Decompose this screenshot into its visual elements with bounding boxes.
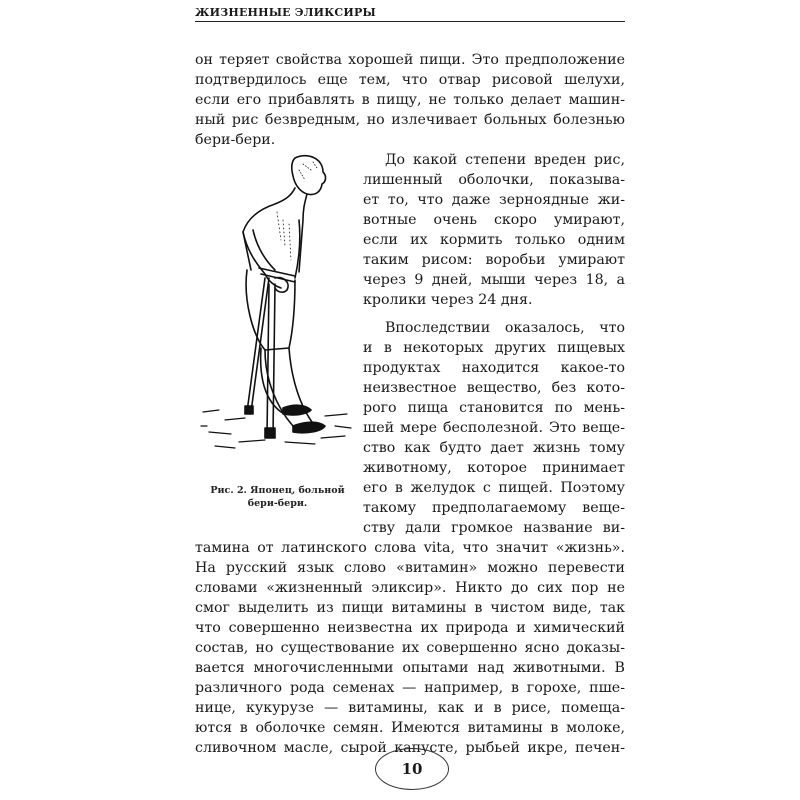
text-line: вается многочисленными опытами над животными. В: [195, 660, 625, 676]
text-line: его в желудок с пищей. Поэтому: [363, 480, 625, 496]
text-line: такому предполагаемому веще-: [363, 500, 625, 516]
text-line: шей мере бесполезной. Это веще-: [363, 420, 625, 436]
page-number-text: 10: [401, 760, 423, 778]
caption-line: Рис. 2. Японец, больной: [210, 485, 345, 496]
header-rule: [195, 21, 625, 22]
text-line: бери-бери.: [195, 132, 276, 148]
text-line: До какой степени вреден рис,: [385, 152, 625, 168]
text-line: лишенный оболочки, показыва-: [363, 172, 625, 188]
text-line: и в некоторых других пищевых: [363, 340, 625, 356]
text-line: неизвестное вещество, без кото-: [363, 380, 625, 396]
book-page: [195, 0, 625, 800]
text-line: таким рисом: воробьи умирают: [363, 252, 625, 268]
text-line: что совершенно неизвестна их природа и химический: [195, 620, 625, 636]
text-line: смог выделить из пищи витамины в чистом виде, так: [195, 600, 625, 616]
text-line: он теряет свойства хорошей пищи. Это предположение: [195, 52, 625, 68]
figure-caption: [195, 484, 360, 510]
text-line: На русский язык слово «витамин» можно перевести: [195, 560, 625, 576]
text-line: сливочном масле, сырой капусте, рыбьей икре, печен-: [195, 740, 625, 756]
text-line: словами «жизненный эликсир». Никто до сих пор не: [195, 580, 625, 596]
text-line: рого пища становится по мень-: [363, 400, 625, 416]
text-line: нице, кукурузе — витамины, как и в рисе, помеща-: [195, 700, 625, 716]
text-line: ет то, что даже зерноядные жи-: [363, 192, 625, 208]
text-line: Впоследствии оказалось, что: [385, 320, 625, 336]
text-line: животному, которое принимает: [363, 460, 625, 476]
text-line: ству дали громкое название ви-: [363, 520, 625, 536]
man-on-crutches-illustration: [195, 150, 355, 450]
text-line: через 9 дней, мыши через 18, а: [363, 272, 625, 288]
text-line: подтвердилось еще тем, что отвар рисовой шелухи,: [195, 72, 625, 88]
text-line: ются в оболочке семян. Имеются витамины в молоке,: [195, 720, 625, 736]
text-line: тамина от латинского слова vita, что значит «жизнь».: [195, 540, 625, 556]
text-line: вотные очень скоро умирают,: [363, 212, 625, 228]
running-head: ЖИЗНЕННЫЕ ЭЛИКСИРЫ: [195, 6, 376, 19]
text-line: состав, но существование их совершенно ясно доказы-: [195, 640, 625, 656]
caption-line: бери-бери.: [247, 498, 308, 509]
text-line: продуктах находится какое-то: [363, 360, 625, 376]
text-line: ный рис безвредным, но излечивает больных болезнью: [195, 112, 625, 128]
text-line: ство как будто дает жизнь тому: [363, 440, 625, 456]
text-line: если их кормить только одним: [363, 232, 625, 248]
text-line: если его прибавлять в пищу, не только делает машин-: [195, 92, 625, 108]
text-line: различного рода семенах — например, в горохе, пше-: [195, 680, 625, 696]
page-number: [375, 748, 449, 790]
text-line: кролики через 24 дня.: [363, 292, 533, 308]
